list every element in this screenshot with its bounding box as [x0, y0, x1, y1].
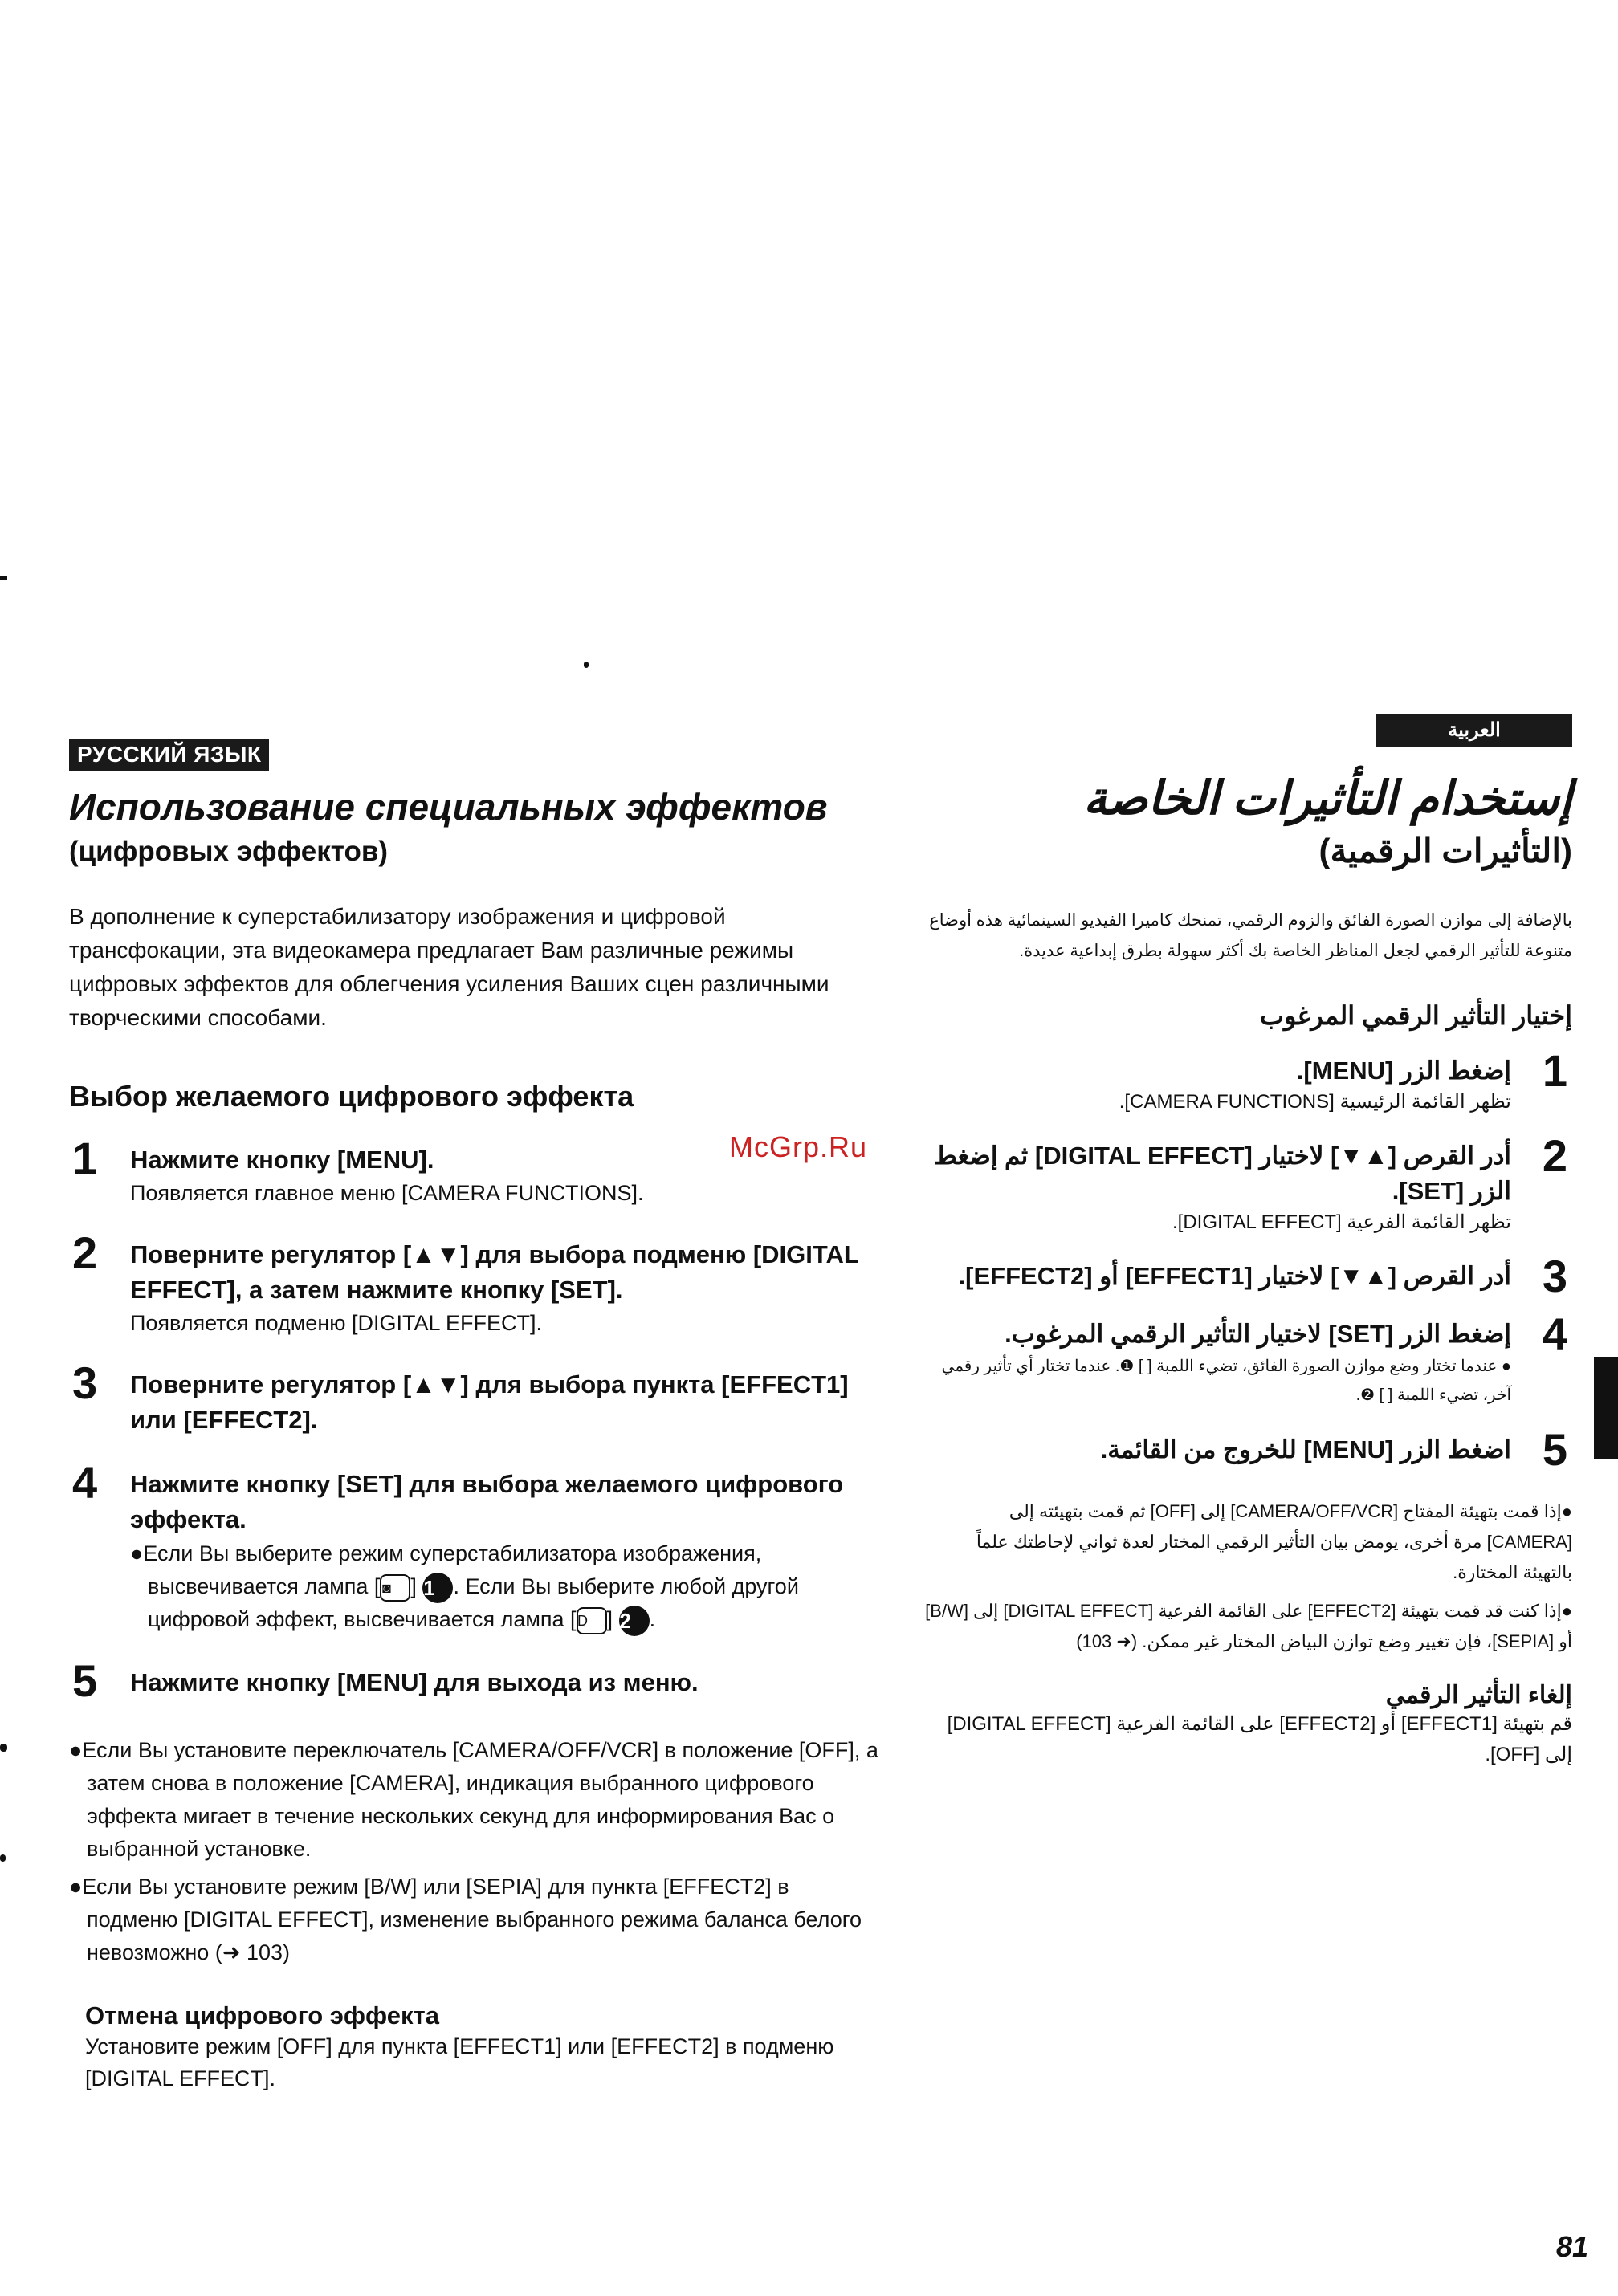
step-number: 4 [1542, 1308, 1567, 1359]
arabic-subtitle: (التأثيرات الرقمية) [1318, 831, 1572, 869]
step-title: أدر القرص [▲▼] لاختيار [DIGITAL EFFECT] ثم إضغط الزر [SET]. [934, 1141, 1511, 1205]
russian-language-badge: РУССКИЙ ЯЗЫК [69, 739, 269, 771]
step-title: Нажмите кнопку [SET] для выбора желаемого цифрового эффекта. [130, 1470, 844, 1534]
russian-section-heading: Выбор желаемого цифрового эффекта [69, 1080, 634, 1113]
step-title: اضغط الزر [MENU] للخروج من القائمة. [1100, 1435, 1511, 1463]
page-edge-tab [1594, 1357, 1618, 1459]
step-note: Появляется подменю [DIGITAL EFFECT]. [130, 1311, 542, 1336]
arabic-notes [923, 1496, 1572, 1657]
stabilizer-lamp-icon: ◙ [380, 1574, 410, 1602]
note-item: ●إذا كنت قد قمت بتهيئة [EFFECT2] على القائمة الفرعية [DIGITAL EFFECT] إلى [B/W] أو [SEPIA]، فإن تغيير وضع توازن البياض المختار غير ممكن. (➜ 103) [925, 1600, 1572, 1651]
russian-cancel-text: Установите режим [OFF] для пункта [EFFECT1] или [EFFECT2] в подменю [DIGITAL EFFECT]. [85, 2034, 834, 2091]
digital-lamp-icon: D [577, 1607, 607, 1634]
note-item: ●إذا قمت بتهيئة المفتاح [CAMERA/OFF/VCR] إلى [OFF] ثم قمت بتهيئته إلى [CAMERA] مرة أخرى، يومض بيان التأثير الرقمي المختار لعدة ثواني لإحاطتك علماً بالتهيئة المختارة. [976, 1500, 1572, 1582]
arabic-cancel-heading: إلغاء التأثير الرقمي [1385, 1681, 1572, 1708]
russian-subtitle: (цифровых эффектов) [69, 836, 388, 868]
arabic-title: إستخدام التأثيرات الخاصة [1083, 772, 1572, 824]
arabic-language-badge: العربية [1376, 714, 1572, 747]
russian-step-1 [69, 1133, 880, 1208]
step-number: 4 [72, 1457, 98, 1508]
step-number: 1 [1542, 1044, 1567, 1096]
russian-step-3 [69, 1358, 880, 1438]
arabic-intro: بالإضافة إلى موازن الصورة الفائق والزوم الرقمي، تمنحك كاميرا الفيديو السينمائية هذه أوضاع متنوعة للتأثير الرقمي لجعل المناظر الخاصة بك أكثر سهولة بطرق إبداعية عديدة. [929, 910, 1572, 960]
step-number: 2 [72, 1227, 98, 1279]
arabic-step-2 [923, 1130, 1572, 1236]
watermark: McGrp.Ru [729, 1130, 868, 1163]
note-item: ●Если Вы установите переключатель [CAMERA/OFF/VCR] в положение [OFF], а затем снова в положение [CAMERA], индикация выбранного цифрового эффекта мигает в течение нескольких секунд для информирования Вас о выбранной установке. [69, 1738, 878, 1862]
step-title: Поверните регулятор [▲▼] для выбора пункта [EFFECT1] или [EFFECT2]. [130, 1370, 849, 1435]
bullet-text: ●Если Вы выберите режим суперстабилизатора изображения, высвечивается лампа [ [130, 1541, 762, 1599]
bullet-text: . Если Вы выберите любой другой цифровой эффект, высвечивается лампа [ [148, 1574, 799, 1632]
step-title: أدر القرص [▲▼] لاختيار [EFFECT1] أو [EFFECT2]. [958, 1261, 1511, 1290]
russian-notes [69, 1734, 880, 1969]
arabic-cancel-text: قم بتهيئة [EFFECT1] أو [EFFECT2] على القائمة الفرعية [DIGITAL EFFECT] إلى [OFF]. [947, 1712, 1572, 1765]
note-item: ●Если Вы установите режим [B/W] или [SEPIA] для пункта [EFFECT2] в подменю [DIGITAL EFFECT], изменение выбранного режима баланса белого невозможно (➜ 103) [69, 1875, 862, 1965]
russian-cancel-heading: Отмена цифрового эффекта [85, 2001, 439, 2030]
step-number: 5 [1542, 1423, 1567, 1475]
step-number: 1 [72, 1133, 98, 1184]
step-title: إضغط الزر [MENU]. [1296, 1056, 1511, 1085]
step-number: 5 [72, 1655, 98, 1707]
scan-mark [0, 1854, 6, 1862]
russian-step-2 [69, 1227, 880, 1338]
step-title: Нажмите кнопку [MENU]. [130, 1146, 434, 1174]
step-number: 3 [1542, 1250, 1567, 1301]
step-note: Появляется главное меню [CAMERA FUNCTIONS]. [130, 1181, 644, 1206]
step-title: Нажмите кнопку [MENU] для выхода из меню. [130, 1668, 699, 1697]
page-number: 81 [1556, 2230, 1589, 2263]
arabic-step-1 [923, 1044, 1572, 1116]
step-note: تظهر القائمة الفرعية [DIGITAL EFFECT]. [1172, 1211, 1511, 1233]
russian-column [69, 739, 880, 2094]
scan-mark [0, 1744, 7, 1752]
scan-mark [584, 662, 589, 668]
step-number: 3 [72, 1358, 98, 1409]
arabic-step-5 [923, 1423, 1572, 1475]
step-bullet [130, 1537, 880, 1636]
russian-step-4 [69, 1457, 880, 1636]
arabic-step-3 [923, 1250, 1572, 1301]
russian-title: Использование специальных эффектов [69, 786, 828, 828]
circle-number-1-icon: 1 [422, 1573, 453, 1603]
arabic-section-heading: إختيار التأثير الرقمي المرغوب [1259, 1000, 1572, 1030]
step-note: تظهر القائمة الرئيسية [CAMERA FUNCTIONS]. [1119, 1090, 1511, 1113]
bullet-text: ] [410, 1574, 417, 1599]
step-title: إضغط الزر [SET] لاختيار التأثير الرقمي المرغوب. [1005, 1319, 1511, 1348]
circle-number-2-icon: 2 [619, 1606, 650, 1636]
russian-step-5 [69, 1655, 880, 1707]
step-number: 2 [1542, 1130, 1567, 1181]
step-title: Поверните регулятор [▲▼] для выбора подменю [DIGITAL EFFECT], а затем нажмите кнопку [SET]. [130, 1240, 859, 1305]
bullet-text: . [649, 1607, 656, 1632]
bullet-text: ] [606, 1607, 613, 1632]
step-bullet: ● عندما تختار وضع موازن الصورة الفائق، تضيء اللمبة [ ] ❶. عندما تختار أي تأثير رقمي آخر، تضيء اللمبة [ ] ❷. [941, 1357, 1511, 1404]
russian-intro: В дополнение к суперстабилизатору изображения и цифровой трансфокации, эта видеокамера предлагает Вам различные режимы цифровых эффектов для облегчения усиления Ваших сцен различными творческими способами. [69, 904, 829, 1031]
arabic-step-4 [923, 1308, 1572, 1410]
scan-mark [0, 576, 7, 580]
arabic-column [923, 714, 1572, 1770]
